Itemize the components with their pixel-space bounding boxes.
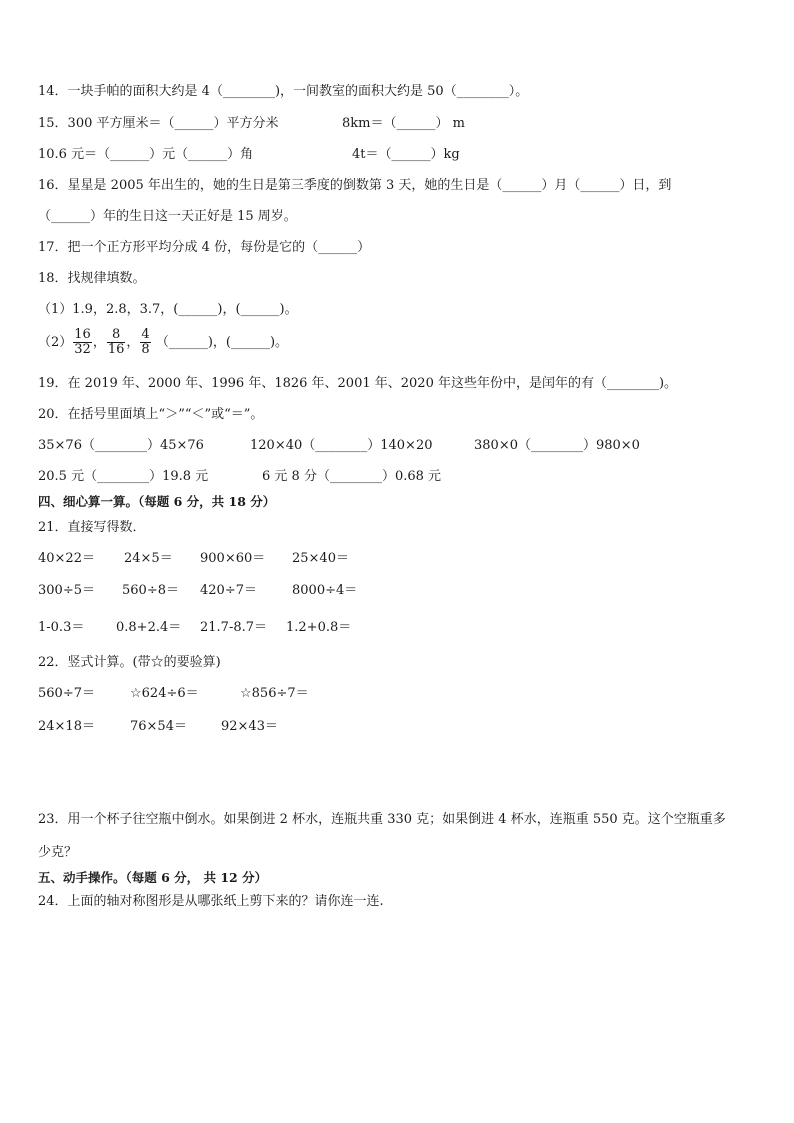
q22-item-5: 76×54＝ [130,719,187,734]
question-19: 19．在 2019 年、2000 年、1996 年、1826 年、2001 年、2020 年这些年份中，是闰年的有（________)。 [38,376,678,391]
fraction-2-denominator: 16 [107,342,125,357]
q21-item-2: 24×5＝ [124,551,173,566]
fraction-3 [140,328,150,357]
question-20-item-3: 380×0（________）980×0 [474,438,640,453]
question-18-part1: （1）1.9，2.8，3.7，(______)，(______)。 [38,302,298,317]
fraction-2 [107,328,126,357]
q21-item-7: 420÷7＝ [200,583,257,598]
fraction-1-numerator: 16 [74,327,91,342]
question-20-item-4: 20.5 元（________）19.8 元 [38,469,209,484]
question-16-line2: （______）年的生日这一天正好是 15 周岁。 [38,209,297,224]
q21-item-6: 560÷8＝ [122,583,179,598]
q21-item-9: 1-0.3＝ [38,620,85,635]
q21-item-11: 21.7-8.7＝ [200,620,268,635]
section-5-heading: 五、动手操作。（每题 6 分， 共 12 分） [38,870,268,885]
q22-item-6: 92×43＝ [221,719,278,734]
q21-item-10: 0.8+2.4＝ [116,620,182,635]
question-24: 24．上面的轴对称图形是从哪张纸上剪下来的？请你连一连. [38,894,384,909]
fraction-3-numerator: 4 [141,327,150,342]
question-21: 21．直接写得数． [38,520,146,535]
question-15-length: 8km＝（______） m [342,116,465,131]
question-20: 20．在括号里面填上“＞”“＜”或“＝”。 [38,407,264,422]
q22-item-1: 560÷7＝ [38,686,95,701]
q21-item-8: 8000÷4＝ [292,583,358,598]
q21-item-5: 300÷5＝ [38,583,95,598]
q21-item-1: 40×22＝ [38,551,95,566]
question-23-line2: 少克？ [38,845,78,860]
q21-item-3: 900×60＝ [200,551,266,566]
question-18-part2-blanks: （______)，(______)。 [155,335,289,350]
question-16-line1: 16．星星是 2005 年出生的，她的生日是第三季度的倒数第 3 天，她的生日是（______）月（______）日，到 [38,178,672,193]
question-23-line1: 23．用一个杯子往空瓶中倒水。如果倒进 2 杯水，连瓶共重 330 克；如果倒进 4 杯水，连瓶重 550 克。这个空瓶重多 [38,812,726,827]
question-20-item-2: 120×40（________）140×20 [250,438,433,453]
fraction-separator: ， [126,335,140,350]
question-22: 22．竖式计算。(带☆的要验算) [38,655,221,670]
fraction-separator: ， [92,335,106,350]
question-18-part2 [38,327,288,359]
question-15-money: 10.6 元＝（______）元（______）角 [38,147,254,162]
question-17: 17．把一个正方形平均分成 4 份，每份是它的（______） [38,240,371,255]
fraction-2-numerator: 8 [107,328,126,343]
question-15-weight: 4t＝（______）kg [352,147,460,162]
fraction-1 [73,328,92,357]
question-14: 14．一块手帕的面积大约是 4（________)，一间教室的面积大约是 50（________）。 [38,84,529,99]
q22-item-3: ☆856÷7＝ [240,686,309,701]
q22-item-2: ☆624÷6＝ [130,686,199,701]
question-15-area: 15．300 平方厘米＝（______）平方分米 [38,116,279,131]
question-20-item-1: 35×76（________）45×76 [38,438,204,453]
section-4-heading: 四、细心算一算。（每题 6 分，共 18 分） [38,494,276,509]
fraction-3-denominator: 8 [141,342,150,357]
q22-item-4: 24×18＝ [38,719,95,734]
fraction-1-denominator: 32 [74,342,91,357]
question-18: 18．找规律填数。 [38,271,146,286]
question-18-part2-label: （2） [38,335,73,350]
q21-item-12: 1.2+0.8＝ [286,620,352,635]
q21-item-4: 25×40＝ [292,551,349,566]
question-20-item-5: 6 元 8 分（________）0.68 元 [262,469,442,484]
